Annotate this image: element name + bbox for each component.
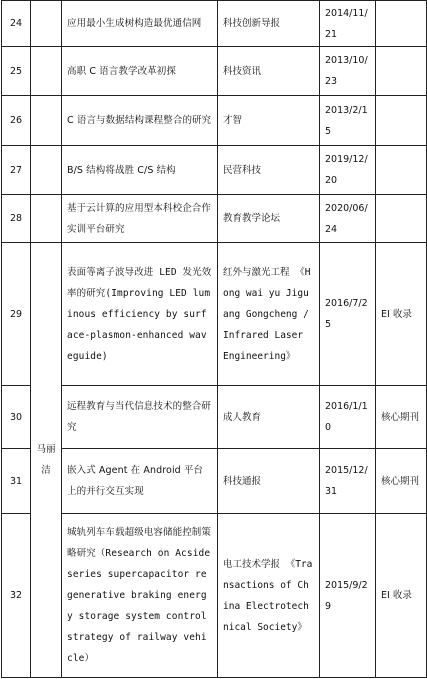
publish-date: 2014/11/21 xyxy=(320,1,376,47)
row-number: 24 xyxy=(2,1,31,47)
publish-date: 2016/1/10 xyxy=(320,386,376,449)
index-status xyxy=(376,47,427,96)
table-row xyxy=(2,96,427,146)
index-status: 核心期刊 xyxy=(376,449,427,514)
journal-name: 民营科技 xyxy=(218,146,320,195)
paper-title: 高职 C 语言教学改革初探 xyxy=(62,47,218,96)
author-cell-empty xyxy=(31,47,62,96)
journal-name: 电工技术学报 《Transactions of China Electrotechnical Society》 xyxy=(218,514,320,678)
table-row xyxy=(2,386,427,449)
table-row xyxy=(2,146,427,195)
publish-date: 2015/12/31 xyxy=(320,449,376,514)
author-cell-empty xyxy=(31,146,62,195)
row-number: 28 xyxy=(2,195,31,243)
index-status xyxy=(376,1,427,47)
index-status: EI 收录 xyxy=(376,514,427,678)
row-number: 29 xyxy=(2,243,31,386)
journal-name: 红外与激光工程 《Hong wai yu Jiguang Gongcheng /Infrared Laser Engineering》 xyxy=(218,243,320,386)
row-number: 30 xyxy=(2,386,31,449)
row-number: 27 xyxy=(2,146,31,195)
table-row xyxy=(2,449,427,514)
journal-name: 成人教育 xyxy=(218,386,320,449)
publish-date: 2015/9/29 xyxy=(320,514,376,678)
index-status xyxy=(376,96,427,146)
author-cell-empty xyxy=(31,195,62,243)
paper-title: B/S 结构将战胜 C/S 结构 xyxy=(62,146,218,195)
paper-title: 远程教育与当代信息技术的整合研究 xyxy=(62,386,218,449)
publish-date: 2019/12/20 xyxy=(320,146,376,195)
table-row xyxy=(2,47,427,96)
row-number: 32 xyxy=(2,514,31,678)
row-number: 31 xyxy=(2,449,31,514)
journal-name: 科技通报 xyxy=(218,449,320,514)
journal-name: 教育教学论坛 xyxy=(218,195,320,243)
index-status: EI 收录 xyxy=(376,243,427,386)
paper-title: 嵌入式 Agent 在 Android 平台上的并行交互实现 xyxy=(62,449,218,514)
author-cell-empty xyxy=(31,1,62,47)
table-row xyxy=(2,195,427,243)
paper-title: 基于云计算的应用型本科校企合作实训平台研究 xyxy=(62,195,218,243)
publish-date: 2013/10/23 xyxy=(320,47,376,96)
paper-title: 城轨列车车载超级电容储能控制策略研究（Research on Acside series supercapacitor regenerative braking energy storage system control strategy of railway vehicle） xyxy=(62,514,218,678)
publish-date: 2020/06/24 xyxy=(320,195,376,243)
journal-name: 科技创新导报 xyxy=(218,1,320,47)
journal-name: 科技资讯 xyxy=(218,47,320,96)
author-cell-empty xyxy=(31,96,62,146)
author-name: 马丽洁 xyxy=(31,243,62,678)
index-status: 核心期刊 xyxy=(376,386,427,449)
index-status xyxy=(376,146,427,195)
publication-table xyxy=(1,0,427,678)
journal-name: 才智 xyxy=(218,96,320,146)
table-row xyxy=(2,514,427,678)
paper-title: 应用最小生成树构造最优通信网 xyxy=(62,1,218,47)
row-number: 26 xyxy=(2,96,31,146)
table-row xyxy=(2,1,427,47)
index-status xyxy=(376,195,427,243)
paper-title: 表面等离子波导改进 LED 发光效率的研究(Improving LED luminous efficiency by surface-plasmon-enhanced waveguide) xyxy=(62,243,218,386)
publish-date: 2013/2/15 xyxy=(320,96,376,146)
publish-date: 2016/7/25 xyxy=(320,243,376,386)
paper-title: C 语言与数据结构课程整合的研究 xyxy=(62,96,218,146)
row-number: 25 xyxy=(2,47,31,96)
table-row xyxy=(2,243,427,386)
